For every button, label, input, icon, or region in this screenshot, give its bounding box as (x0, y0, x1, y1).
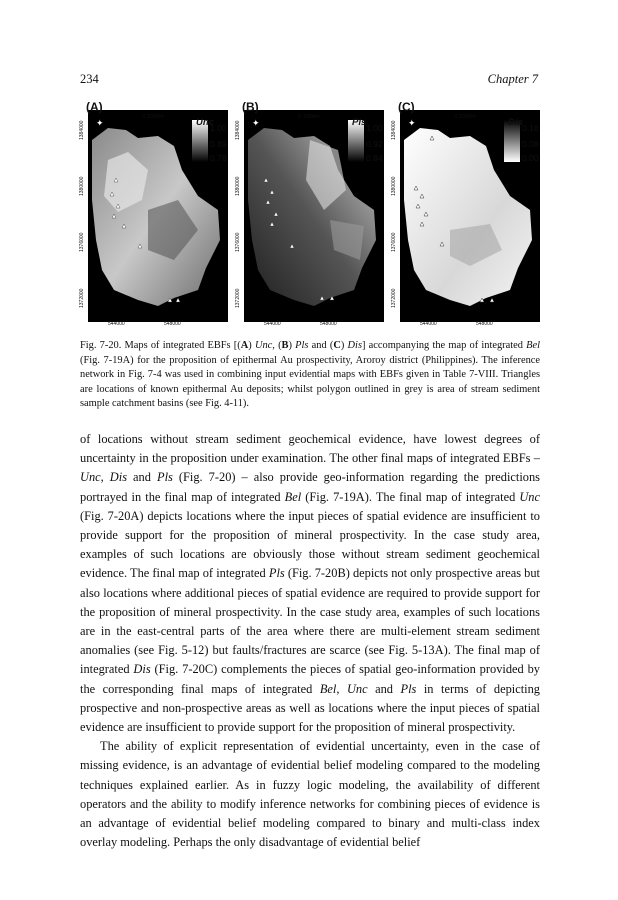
panel-c-y-tick: 1380000 (391, 176, 397, 196)
caption-text: ) (340, 340, 348, 351)
running-head: Chapter 7 (487, 72, 538, 86)
text-run: (Fig. 7-20B) depicts not only prospective areas but also locations where additional pieces of spatial evidence are required to provide support for the proposition of mineral prospectivity. In the case study area, examples of such locations are in the east-central parts of the area where there are multi-element stream sediment anomalies (see Fig. 5-12) but faults/fractures are scarce (see Fig. 5-13A). The final map of integrated (80, 566, 540, 677)
panel-b-y-tick: 1376000 (235, 232, 241, 252)
panel-b-y-tick: 1384000 (235, 120, 241, 140)
panel-a-map (78, 100, 230, 332)
panel-b-legend-title: Pls (352, 117, 367, 128)
svg-text:✦: ✦ (252, 118, 260, 128)
panel-c-x-tick: 548000 (476, 321, 493, 327)
panel-a-scalebar: 0 1000m (142, 114, 164, 120)
text-run-italic: Bel (284, 489, 302, 504)
panel-c (390, 100, 542, 332)
panel-c-legend-value: 0.00 (522, 153, 539, 163)
caption-text: ) (288, 340, 296, 351)
page-number: 234 (80, 72, 99, 86)
panel-c-legend-value: 0.16 (522, 123, 539, 133)
panel-b-label: (B) (242, 100, 259, 114)
text-run-italic: Pls (400, 681, 417, 696)
text-run-italic: Unc (519, 489, 541, 504)
panel-c-y-tick: 1384000 (391, 120, 397, 140)
panel-a-label: (A) (86, 100, 103, 114)
figure-7-20 (78, 100, 540, 332)
panel-b-y-tick: 1380000 (235, 176, 241, 196)
panel-b-legend-value: 1.00 (366, 123, 383, 133)
panel-b-x-tick: 544000 (264, 321, 281, 327)
caption-text: (Fig. 7-19A) for the proposition of epithermal Au prospectivity, Aroroy district (Philippines). The inference network in Fig. 7-4 was used in combining input evidential maps with EBFs given in Table 7-VIII. Triangles are locations of known epithermal Au deposits; whilst polygon outlined in grey is area of stream sediment sample catchment basins (see Fig. 4-11). (80, 354, 540, 410)
panel-c-legend-title: Dis (508, 117, 523, 128)
caption-italic: Unc (254, 340, 273, 351)
panel-c-legend-value: 0.08 (522, 139, 539, 149)
panel-c-y-tick: 1376000 (391, 232, 397, 252)
panel-b-legend-value: 0.92 (366, 139, 383, 149)
text-run-italic: Pls (157, 470, 173, 485)
text-run-italic: Unc (80, 470, 101, 485)
panel-a-y-tick: 1376000 (79, 232, 85, 252)
text-run: and (127, 470, 157, 485)
caption-text: Fig. 7-20. Maps of integrated EBFs [( (80, 340, 241, 351)
panel-a-y-tick: 1380000 (79, 176, 85, 196)
text-run: , (336, 681, 347, 696)
caption-bold: A (240, 340, 249, 351)
caption-text: ] accompanying the map of integrated (361, 340, 527, 351)
caption-italic: Dis (347, 340, 362, 351)
text-run: in terms of depicting prospective and non-prospective areas as well as locations where the input pieces of spatial evidence are insufficient to provide support for the proposition of mineral prospectivity. (80, 681, 540, 735)
text-run: and (367, 681, 401, 696)
caption-italic: Bel (526, 340, 540, 351)
body-text (80, 430, 540, 852)
panel-a-x-tick: 544000 (108, 321, 125, 327)
panel-b-map (234, 100, 386, 332)
panel-a-legend-value: 1.00 (210, 123, 227, 133)
caption-bold: C (333, 340, 341, 351)
panel-c-map (390, 100, 542, 332)
text-run: , (100, 470, 110, 485)
caption-text: , ( (272, 340, 282, 351)
text-run-italic: Pls (268, 566, 285, 581)
caption-bold: B (281, 340, 289, 351)
panel-a-legend-value: 0.78 (210, 153, 227, 163)
text-run: of locations without stream sediment geochemical evidence, have lowest degrees of uncertainty in the proposition under examination. The other final maps of integrated EBFs – (80, 432, 540, 466)
panel-a-legend-value: 0.89 (210, 139, 227, 149)
panel-b-x-tick: 548000 (320, 321, 337, 327)
text-run-italic: Bel (319, 681, 337, 696)
panel-a-x-tick: 548000 (164, 321, 181, 327)
text-run-italic: Unc (346, 681, 368, 696)
panel-a (78, 100, 230, 332)
panel-b-legend-value: 0.84 (366, 153, 383, 163)
panel-a-y-tick: 1372000 (79, 288, 85, 308)
text-run: (Fig. 7-20C) complements the pieces of spatial geo-information provided by the corresponding final maps of integrated (80, 662, 540, 696)
text-run: (Fig. 7-20) – also provide geo-information regarding the predictions portrayed in the final map of integrated (80, 470, 540, 504)
panel-a-y-tick: 1384000 (79, 120, 85, 140)
text-run-italic: Dis (133, 662, 151, 677)
svg-text:✦: ✦ (408, 118, 416, 128)
text-run: (Fig. 7-19A). The final map of integrated (301, 489, 520, 504)
panel-b-scalebar: 0 1000m (298, 114, 320, 120)
caption-italic: Pls (295, 340, 309, 351)
panel-c-y-tick: 1372000 (391, 288, 397, 308)
svg-text:✦: ✦ (96, 118, 104, 128)
paragraph-1 (80, 430, 540, 737)
panel-a-legend-title: Unc (196, 117, 214, 128)
text-run-italic: Dis (109, 470, 128, 485)
figure-caption (80, 339, 540, 412)
panel-b (234, 100, 386, 332)
panel-c-scalebar: 0 1000m (454, 114, 476, 120)
text-run: (Fig. 7-20A) depicts locations where the input pieces of spatial evidence are insufficient to provide support for the proposition of mineral prospectivity. In the case study area, examples of such locations are obviously those without stream sediment geochemical evidence. The final map of integrated (80, 508, 540, 581)
panel-c-label: (C) (398, 100, 415, 114)
caption-text: ) (248, 340, 255, 351)
paragraph-2: The ability of explicit representation of evidential uncertainty, even in the case of missing evidence, is an advantage of evidential belief modeling compared to the modeling techniques explained earlier. As in fuzzy logic modeling, the availability of different operators and the ability to modify inference networks for combining pieces of evidence is an advantage of evidential belief modeling compared to binary and multi-class index overlay modeling. Perhaps the only disadvantage of evidential belief (80, 739, 540, 850)
caption-text: and ( (308, 340, 334, 351)
panel-b-y-tick: 1372000 (235, 288, 241, 308)
panel-c-x-tick: 544000 (420, 321, 437, 327)
